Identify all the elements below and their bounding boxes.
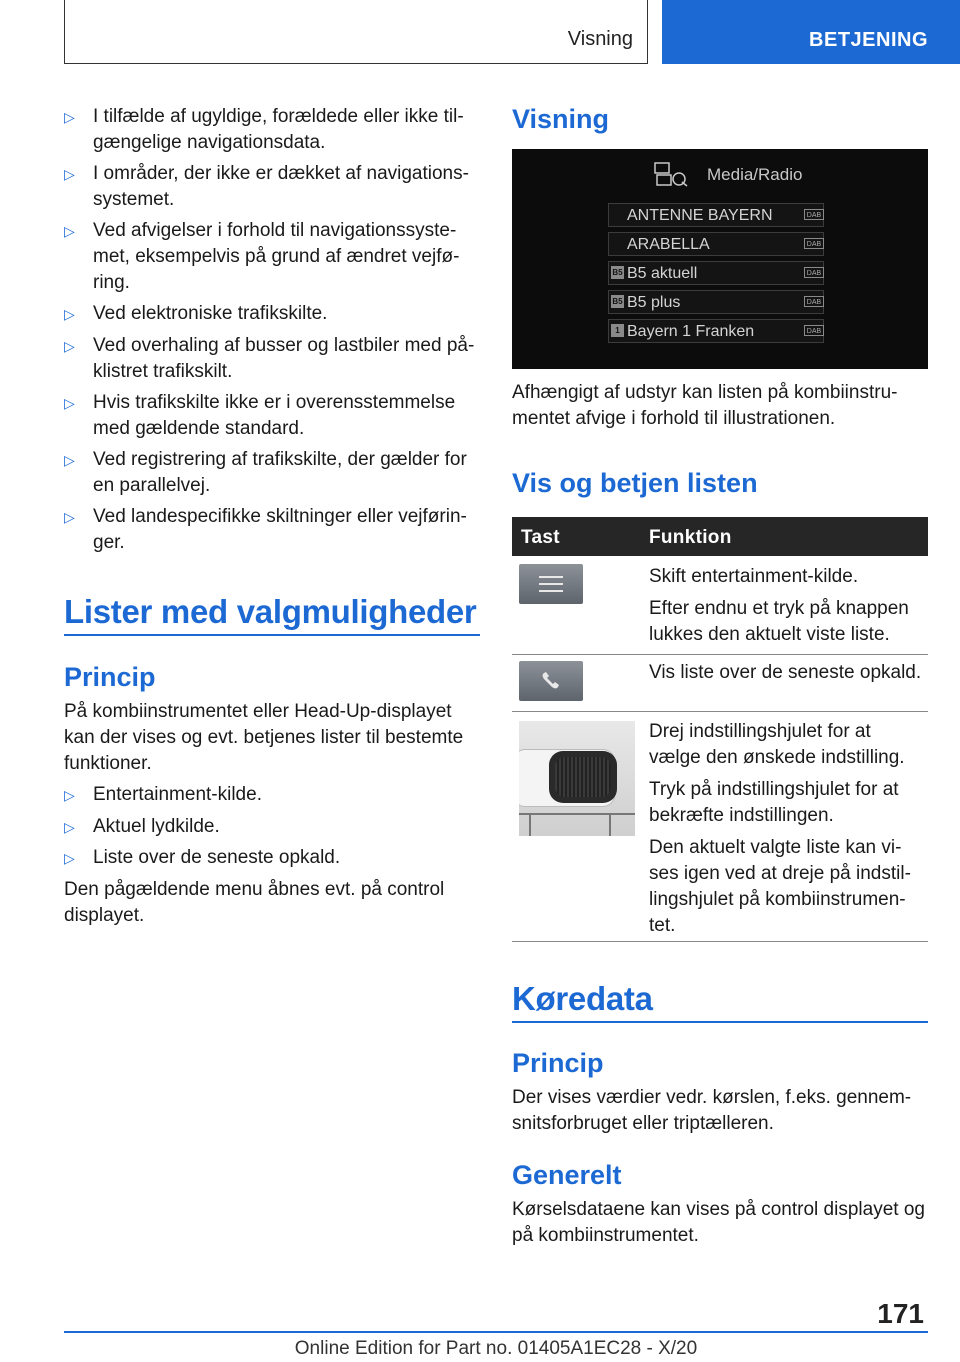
cell-line: Drej indstillingshjulet for at vælge den ønskede indstilling. [649, 721, 905, 768]
cell-line: Efter endnu et tryk på knappen lukkes den aktuelt viste liste. [649, 598, 909, 645]
list-button-icon [519, 564, 583, 604]
footer-rule [64, 1331, 928, 1333]
column-header-tast: Tast [521, 527, 560, 548]
screen-item-label: B5 aktuell [627, 265, 698, 282]
subheading-vis-og-betjen: Vis og betjen listen [512, 468, 758, 498]
list-item-text: Ved landespecifikke skiltninger eller vejførin- ger. [93, 506, 467, 553]
station-logo-icon: B5 [612, 297, 623, 306]
screen-list-item [608, 261, 824, 285]
princip-paragraph: Der vises værdier vedr. kørslen, f.eks. gennem- snitsforbruget eller triptælleren. [512, 1087, 912, 1134]
bullet-triangle-icon: ▷ [64, 787, 75, 803]
generelt-paragraph: Kørselsdataene kan vises på control displayet og på kombiinstrumentet. [512, 1199, 925, 1246]
bullet-triangle-icon: ▷ [64, 452, 75, 468]
image-caption: Afhængigt af udstyr kan listen på kombiinstru- mentet afvige i forhold til illustrationen. [512, 382, 898, 429]
table-cell-function [649, 564, 924, 648]
table-row-divider [512, 654, 928, 655]
list-item-text: Ved afvigelser i forhold til navigationssyste- met, eksempelvis på grund af ændret vejfø- ring. [93, 220, 460, 293]
bullet-triangle-icon: ▷ [64, 223, 75, 239]
bullet-triangle-icon: ▷ [64, 819, 75, 835]
screen-list-item [608, 232, 824, 256]
bullet-triangle-icon: ▷ [64, 166, 75, 182]
screen-title: Media/Radio [707, 165, 803, 184]
list-item-text: Liste over de seneste opkald. [93, 847, 341, 868]
subheading-princip: Princip [64, 662, 156, 692]
bullet-triangle-icon: ▷ [64, 395, 75, 411]
cell-line: Tryk på indstillingshjulet for at bekræfte indstillingen. [649, 779, 899, 826]
table-row-divider [512, 711, 928, 712]
station-logo-icon: B5 [612, 268, 623, 277]
subheading-princip: Princip [512, 1048, 604, 1078]
dab-icon: DAB [804, 209, 824, 220]
header-chapter-title: BETJENING [809, 29, 928, 51]
bullet-triangle-icon: ▷ [64, 509, 75, 525]
screen-list-item [608, 290, 824, 314]
list-item-text: Aktuel lydkilde. [93, 816, 220, 837]
bullet-triangle-icon: ▷ [64, 338, 75, 354]
screen-item-label: ANTENNE BAYERN [627, 207, 773, 224]
list-item-text: Ved overhaling af busser og lastbiler med på- klistret trafikskilt. [93, 335, 475, 382]
dab-icon: DAB [804, 325, 824, 336]
station-logo-icon: 1 [611, 324, 624, 337]
dab-icon: DAB [804, 238, 824, 249]
list-item-text: I tilfælde af ugyldige, forældede eller ikke til- gængelige navigationsdata. [93, 106, 464, 153]
thumbwheel-photo [519, 721, 635, 836]
table-row-divider [512, 941, 928, 942]
subheading-visning: Visning [512, 104, 610, 134]
screen-list-item [608, 319, 824, 343]
table-header [512, 517, 928, 556]
section-heading-lister: Lister med valgmuligheder [64, 593, 477, 630]
cell-line: Den aktuelt valgte liste kan vi- ses igen ved at dreje på indstil- lingshjulet på kombiinstrumen- tet. [649, 837, 911, 936]
screen-item-label: B5 plus [627, 294, 681, 311]
footer-edition: Online Edition for Part no. 01405A1EC28 - X/20 [294, 1338, 698, 1359]
heading-rule [512, 1021, 928, 1023]
bullet-triangle-icon: ▷ [64, 306, 75, 322]
list-item-text: Hvis trafikskilte ikke er i overensstemmelse med gældende standard. [93, 392, 456, 439]
section-heading-koredata: Køredata [512, 980, 653, 1017]
heading-rule [64, 634, 480, 636]
cell-line: Skift entertainment-kilde. [649, 566, 859, 587]
screen-item-label: Bayern 1 Franken [627, 323, 755, 340]
header-section-box [64, 0, 648, 64]
subheading-generelt: Generelt [512, 1160, 622, 1190]
screen-item-label: ARABELLA [627, 236, 710, 253]
media-radio-icon [654, 161, 700, 187]
closing-paragraph: Den pågældende menu åbnes evt. på control displayet. [64, 879, 445, 926]
list-item-text: Entertainment-kilde. [93, 784, 262, 805]
footer-watermark [64, 1358, 928, 1359]
table-cell-function [649, 660, 924, 686]
bullet-triangle-icon: ▷ [64, 109, 75, 125]
list-item-text: Ved elektroniske trafikskilte. [93, 303, 328, 324]
dab-icon: DAB [804, 267, 824, 278]
list-item-text: Ved registrering af trafikskilte, der gælder for en parallelvej. [93, 449, 467, 496]
media-radio-screenshot [512, 149, 928, 369]
page-number: 171 [877, 1298, 924, 1329]
dab-icon: DAB [804, 296, 824, 307]
header-section-title: Visning [567, 28, 633, 50]
phone-button-icon [519, 661, 583, 701]
list-item-text: I områder, der ikke er dækket af navigations- systemet. [93, 163, 469, 210]
screen-list-item [608, 203, 824, 227]
principle-paragraph: På kombiinstrumentet eller Head-Up-displayet kan der vises og evt. betjenes lister til bestemte funktioner. [64, 701, 464, 774]
table-cell-function [649, 719, 924, 939]
column-header-funktion: Funktion [649, 527, 732, 548]
header-chapter-box [662, 0, 960, 64]
cell-line: Vis liste over de seneste opkald. [649, 662, 922, 683]
bullet-triangle-icon: ▷ [64, 850, 75, 866]
